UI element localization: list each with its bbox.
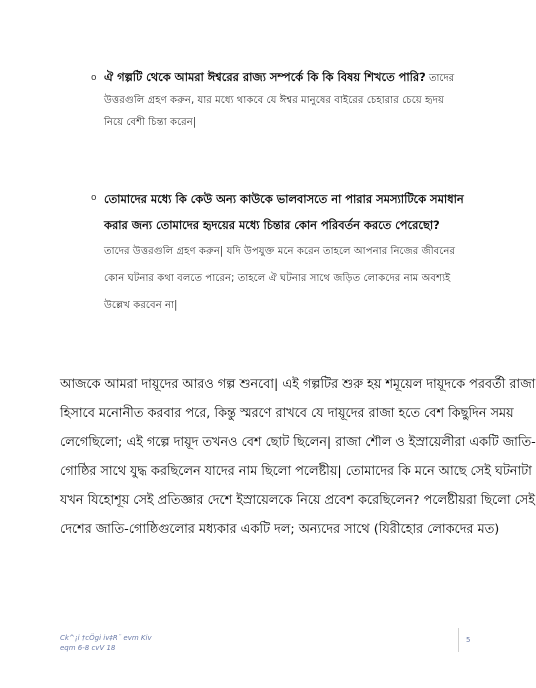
page-footer — [60, 633, 152, 653]
question-line: করার জন্য তোমাদের হৃদয়ের মধ্যে চিন্তার কোন পরিবর্তন করতে পেরেছো? — [104, 218, 440, 232]
question-text: ঐ গল্পটি থেকে আমরা ঈশ্বরের রাজ্য সম্পর্কে কি কি বিষয় শিখতে পারি? — [104, 70, 426, 84]
story-paragraph — [60, 370, 536, 544]
instruction-line: উত্তরগুলি গ্রহণ করুন, যার মধ্যে থাকবে যে ঈশ্বর মানুষের বাইরের চেহারার চেয়ে হৃদয় — [104, 95, 445, 106]
discussion-question-1 — [91, 66, 466, 134]
paragraph-line: গোষ্ঠির সাথে যুদ্ধ করছিলেন যাদের নাম ছিলো পলেষ্টীয়| তোমাদের কি মনে আছে সেই ঘটনাটা — [60, 464, 532, 479]
instruction-line: নিয়ে বেশী চিন্তা করেন| — [104, 117, 197, 128]
paragraph-line: আজকে আমরা দায়ূদের আরও গল্প শুনবো| এই গল্পটির শুরু হয় শমূয়েল দায়ূদকে পরবর্তী রাজা — [60, 377, 536, 392]
question-line — [104, 66, 466, 90]
paragraph-line: হিসাবে মনোনীত করবার পরে, কিন্তু স্মরণে রাখবে যে দায়ূদের রাজা হতে বেশ কিছুদিন সময় — [60, 406, 514, 421]
footer-subtitle: eqm 6-8 cvV 18 — [60, 644, 116, 652]
paragraph-line: দেশের জাতি-গোষ্ঠিগুলোর মধ্যকার একটি দল; অন্যদের সাথে (যিরীহোর লোকদের মত) — [60, 522, 500, 537]
footer-divider — [458, 628, 459, 652]
paragraph-line: যখন যিহোশূয় সেই প্রতিজ্ঞার দেশে ইস্রায়েলকে নিয়ে প্রবেশ করেছিলেন? পলেষ্টীয়রা ছিলো সেই — [60, 493, 535, 508]
paragraph-line: লেগেছিলো; এই গল্পে দায়ূদ তখনও বেশ ছোট ছিলেন| রাজা শৌল ও ইস্রায়েলীরা একটি জাতি- — [60, 435, 536, 450]
instruction-line: কোন ঘটনার কথা বলতে পারেন; তাহলে ঐ ঘটনার সাথে জড়িত লোকদের নাম অবশ্যই — [104, 273, 451, 284]
bullet-icon: o — [91, 73, 97, 83]
footer-title: Ck^¡i †cÖgi iv‡R¨ evm Kiv — [60, 634, 152, 642]
instruction-line: তাদের উত্তরগুলি গ্রহণ করুন| যদি উপযুক্ত মনে করেন তাহলে আপনার নিজের জীবনের — [104, 246, 456, 257]
discussion-question-2 — [91, 186, 466, 319]
instruction-line: উল্লেখ করবেন না| — [104, 300, 178, 311]
instruction-text: তাদের — [425, 73, 455, 84]
question-line: তোমাদের মধ্যে কি কেউ অন্য কাউকে ভালবাসতে না পারার সমস্যাটিকে সমাধান — [104, 192, 464, 206]
bullet-icon: o — [91, 193, 97, 203]
page-number: 5 — [466, 636, 471, 644]
